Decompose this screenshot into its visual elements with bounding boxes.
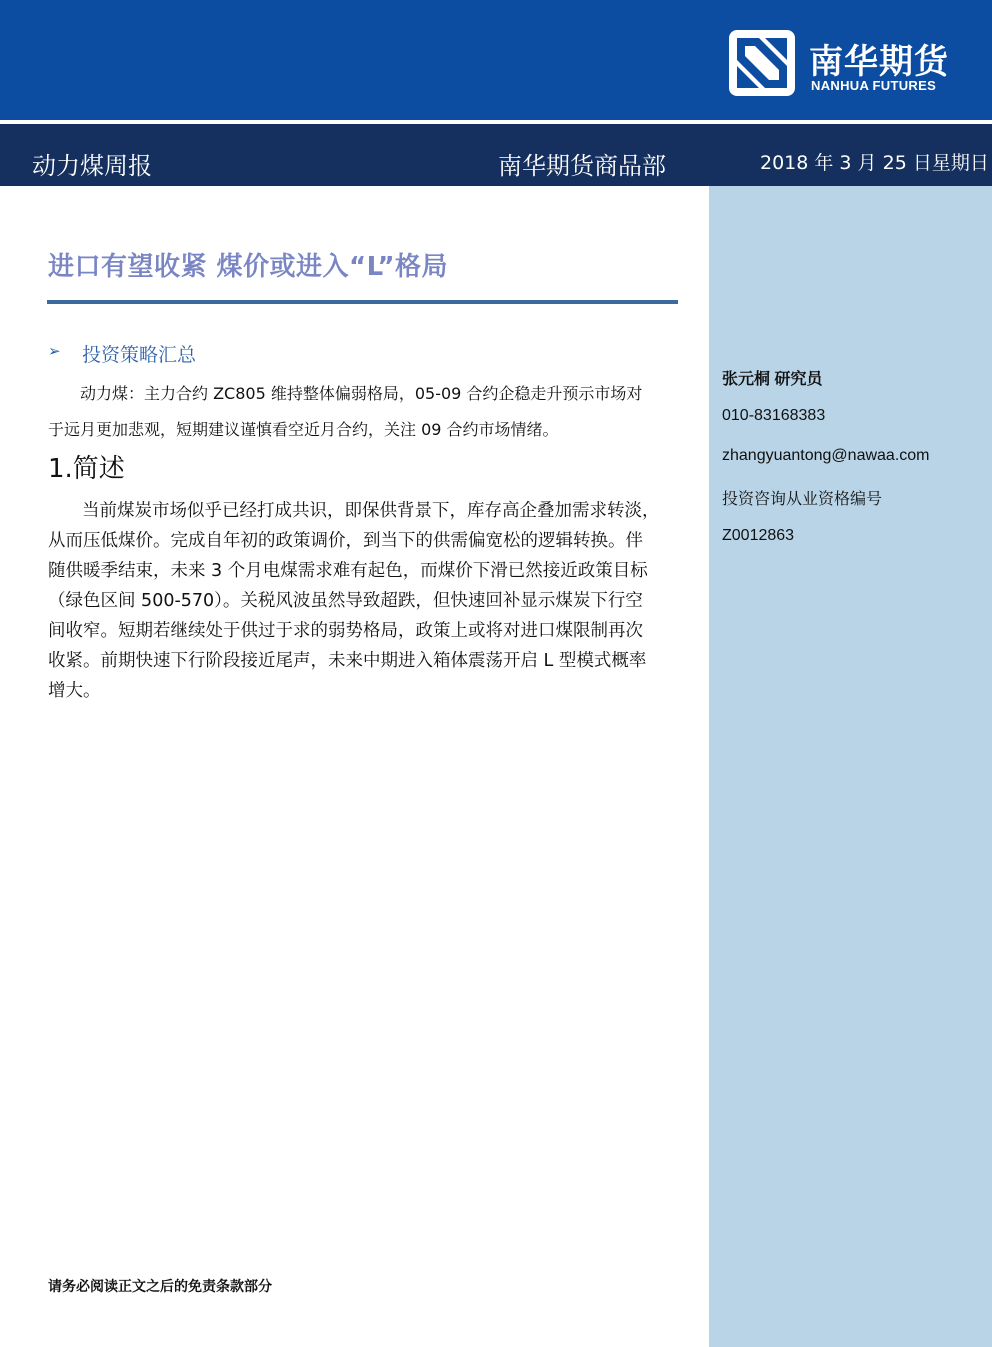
summary-line: 从而压低煤价。完成自年初的政策调价，到当下的供需偏宽松的逻辑转换。伴 (48, 531, 643, 551)
department-name: 南华期货商品部 (498, 152, 666, 180)
analyst-sidebar (709, 186, 992, 1347)
strategy-line: 于远月更加悲观，短期建议谨慎看空近月合约，关注 09 合约市场情绪。 (48, 420, 559, 439)
strategy-line: 动力煤：主力合约 ZC805 维持整体偏弱格局，05-09 合约企稳走升预示市场对 (80, 384, 643, 403)
summary-line: 增大。 (48, 681, 101, 701)
company-logo (729, 30, 969, 100)
arrow-bullet-icon: ➢ (48, 342, 61, 360)
license-number: Z0012863 (722, 527, 795, 544)
report-name: 动力煤周报 (32, 152, 152, 180)
section-heading: 1.简述 (48, 454, 125, 484)
summary-line: 间收窄。短期若继续处于供过于求的弱势格局，政策上或将对进口煤限制再次 (48, 621, 643, 641)
logo-name-cn: 南华期货 (809, 42, 949, 82)
analyst-name: 张元桐 研究员 (722, 371, 823, 388)
summary-line: 当前煤炭市场似乎已经打成共识，即保供背景下，库存高企叠加需求转淡， (82, 501, 660, 521)
headline-divider (47, 300, 678, 304)
report-headline: 进口有望收紧 煤价或进入“L”格局 (48, 252, 449, 282)
license-label: 投资咨询从业资格编号 (722, 491, 883, 508)
strategy-section-title: 投资策略汇总 (82, 344, 197, 366)
analyst-email[interactable]: zhangyuantong@nawaa.com (722, 447, 930, 464)
summary-line: 收紧。前期快速下行阶段接近尾声，未来中期进入箱体震荡开启 L 型模式概率 (48, 651, 647, 671)
report-date: 2018 年 3 月 25 日星期日 (760, 152, 989, 174)
logo-name-en: NANHUA FUTURES (811, 78, 937, 93)
nanhua-logo-icon (729, 30, 795, 96)
summary-line: （绿色区间 500-570）。关税风波虽然导致超跌，但快速回补显示煤炭下行空 (48, 591, 643, 611)
title-bar (0, 122, 992, 186)
analyst-phone: 010-83168383 (722, 407, 826, 424)
disclaimer-note: 请务必阅读正文之后的免责条款部分 (48, 1279, 272, 1295)
summary-line: 随供暖季结束，未来 3 个月电煤需求难有起色，而煤价下滑已然接近政策目标 (48, 561, 648, 581)
